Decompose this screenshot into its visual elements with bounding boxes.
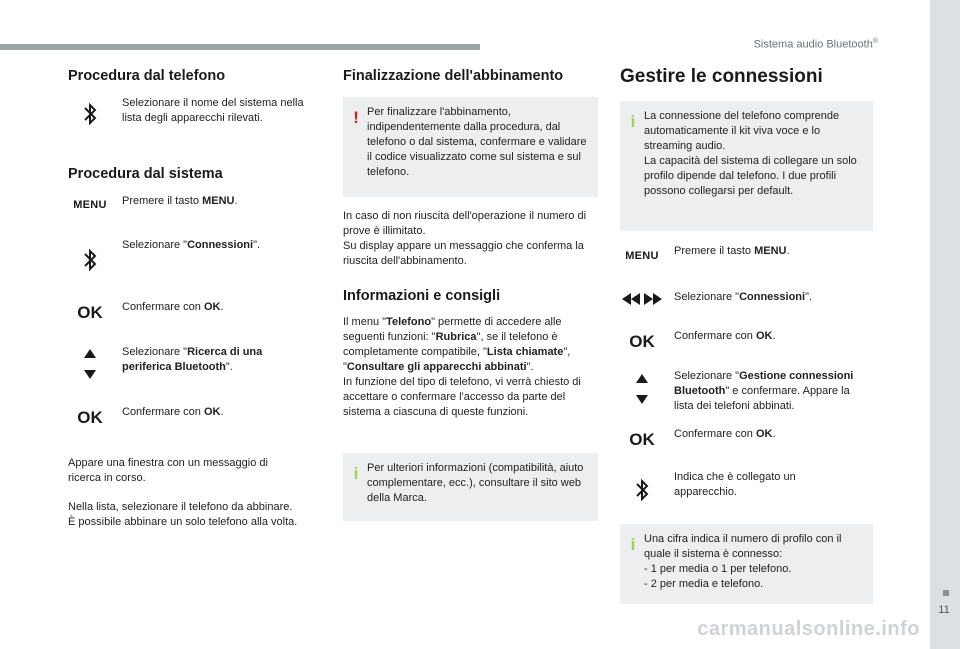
menu-key-icon: MENU (625, 250, 659, 262)
step-text: Selezionare "Connessioni". (122, 239, 261, 251)
info-text: Per ulteriori informazioni (compatibilità, aiuto complementare, ecc.), consultare il sito web della Marca. (367, 462, 584, 504)
paragraph-phone-menu: Il menu "Telefono" permette di accedere alle seguenti funzioni: "Rubrica", se il telefono è completamente compatibile, "Lista chiamate", "Consultare gli apparecchi abbinati". (343, 316, 571, 373)
warning-text: Per finalizzare l'abbinamento, indipendentemente dalla procedura, dal telefono o dal sistema, confermare e validare il codice visualizzato come sul sistema e sul telefono. (367, 106, 587, 178)
step-text: Selezionare "Connessioni". (674, 291, 813, 303)
info-box-profile (620, 524, 873, 604)
seek-arrows-icon (620, 292, 664, 311)
step-text: Confermare con OK. (674, 330, 776, 342)
warning-box (343, 97, 598, 197)
arrow-up-down-icon (620, 372, 664, 411)
bluetooth-icon (68, 246, 112, 279)
info-mark-icon: i (630, 535, 636, 554)
ok-key-icon: OK (77, 408, 103, 427)
step-text: Premere il tasto MENU. (122, 195, 238, 207)
step-text: Confermare con OK. (122, 301, 224, 313)
paragraph-attempts: In caso di non riuscita dell'operazione il numero di prove è illimitato. Su display appare un messaggio che conferma la riuscita dell'abbinamento. (343, 210, 587, 267)
paragraph-access: In funzione del tipo di telefono, vi verrà chiesto di accettare o confermare l'accesso da parte del sistema a ciascuna di queste funzioni. (343, 376, 581, 418)
ok-key-icon: OK (629, 332, 655, 351)
bluetooth-icon (620, 476, 664, 509)
info-box (343, 453, 598, 521)
arrow-up-down-icon (68, 347, 112, 386)
section-title-info: Informazioni e consigli (343, 288, 501, 304)
section-title-manage: Gestire le connessioni (620, 66, 823, 87)
info-box-connection (620, 101, 873, 231)
menu-key-icon: MENU (73, 199, 107, 211)
info-text: Una cifra indica il numero di profilo con il quale il sistema è connesso: - 1 per media o 1 per telefono. - 2 per media e telefono. (644, 533, 842, 590)
bluetooth-icon (68, 100, 112, 133)
info-mark-icon: i (353, 464, 359, 483)
paragraph-select-phone: Nella lista, selezionare il telefono da abbinare. È possibile abbinare un solo telefono alla volta. (68, 501, 298, 528)
paragraph-search-window: Appare una finestra con un messaggio di ricerca in corso. (68, 457, 268, 484)
info-text: La connessione del telefono comprende automaticamente il kit viva voce e lo streaming audio. La capacità del sistema di collegare un solo profilo dipende dal telefono. I due profili possono collegarsi per default. (644, 110, 857, 197)
section-title-finalize: Finalizzazione dell'abbinamento (343, 68, 564, 84)
ok-key-icon: OK (77, 303, 103, 322)
warning-mark-icon: ! (353, 108, 359, 127)
step-text: Indica che è collegato un apparecchio. (674, 471, 796, 498)
section-title-phone: Procedura dal telefono (68, 68, 226, 84)
info-mark-icon: i (630, 112, 636, 131)
watermark: carmanualsonline.info (697, 618, 920, 640)
step-text: Premere il tasto MENU. (674, 245, 790, 257)
step-text: Selezionare il nome del sistema nella lista degli apparecchi rilevati. (122, 97, 304, 124)
step-text: Selezionare "Gestione connessioni Bluetooth" e confermare. Appare la lista dei telefoni abbinati. (674, 370, 854, 412)
page-sidebar (930, 0, 960, 649)
step-text: Confermare con OK. (122, 406, 224, 418)
section-title-system: Procedura dal sistema (68, 166, 223, 182)
page-number: 11 (938, 604, 950, 616)
step-text: Selezionare "Ricerca di una periferica Bluetooth". (122, 346, 263, 373)
page-header-title: Sistema audio Bluetooth® (753, 38, 878, 51)
step-text: Confermare con OK. (674, 428, 776, 440)
header-rule (0, 44, 480, 50)
ok-key-icon: OK (629, 430, 655, 449)
page-marker (943, 590, 949, 596)
